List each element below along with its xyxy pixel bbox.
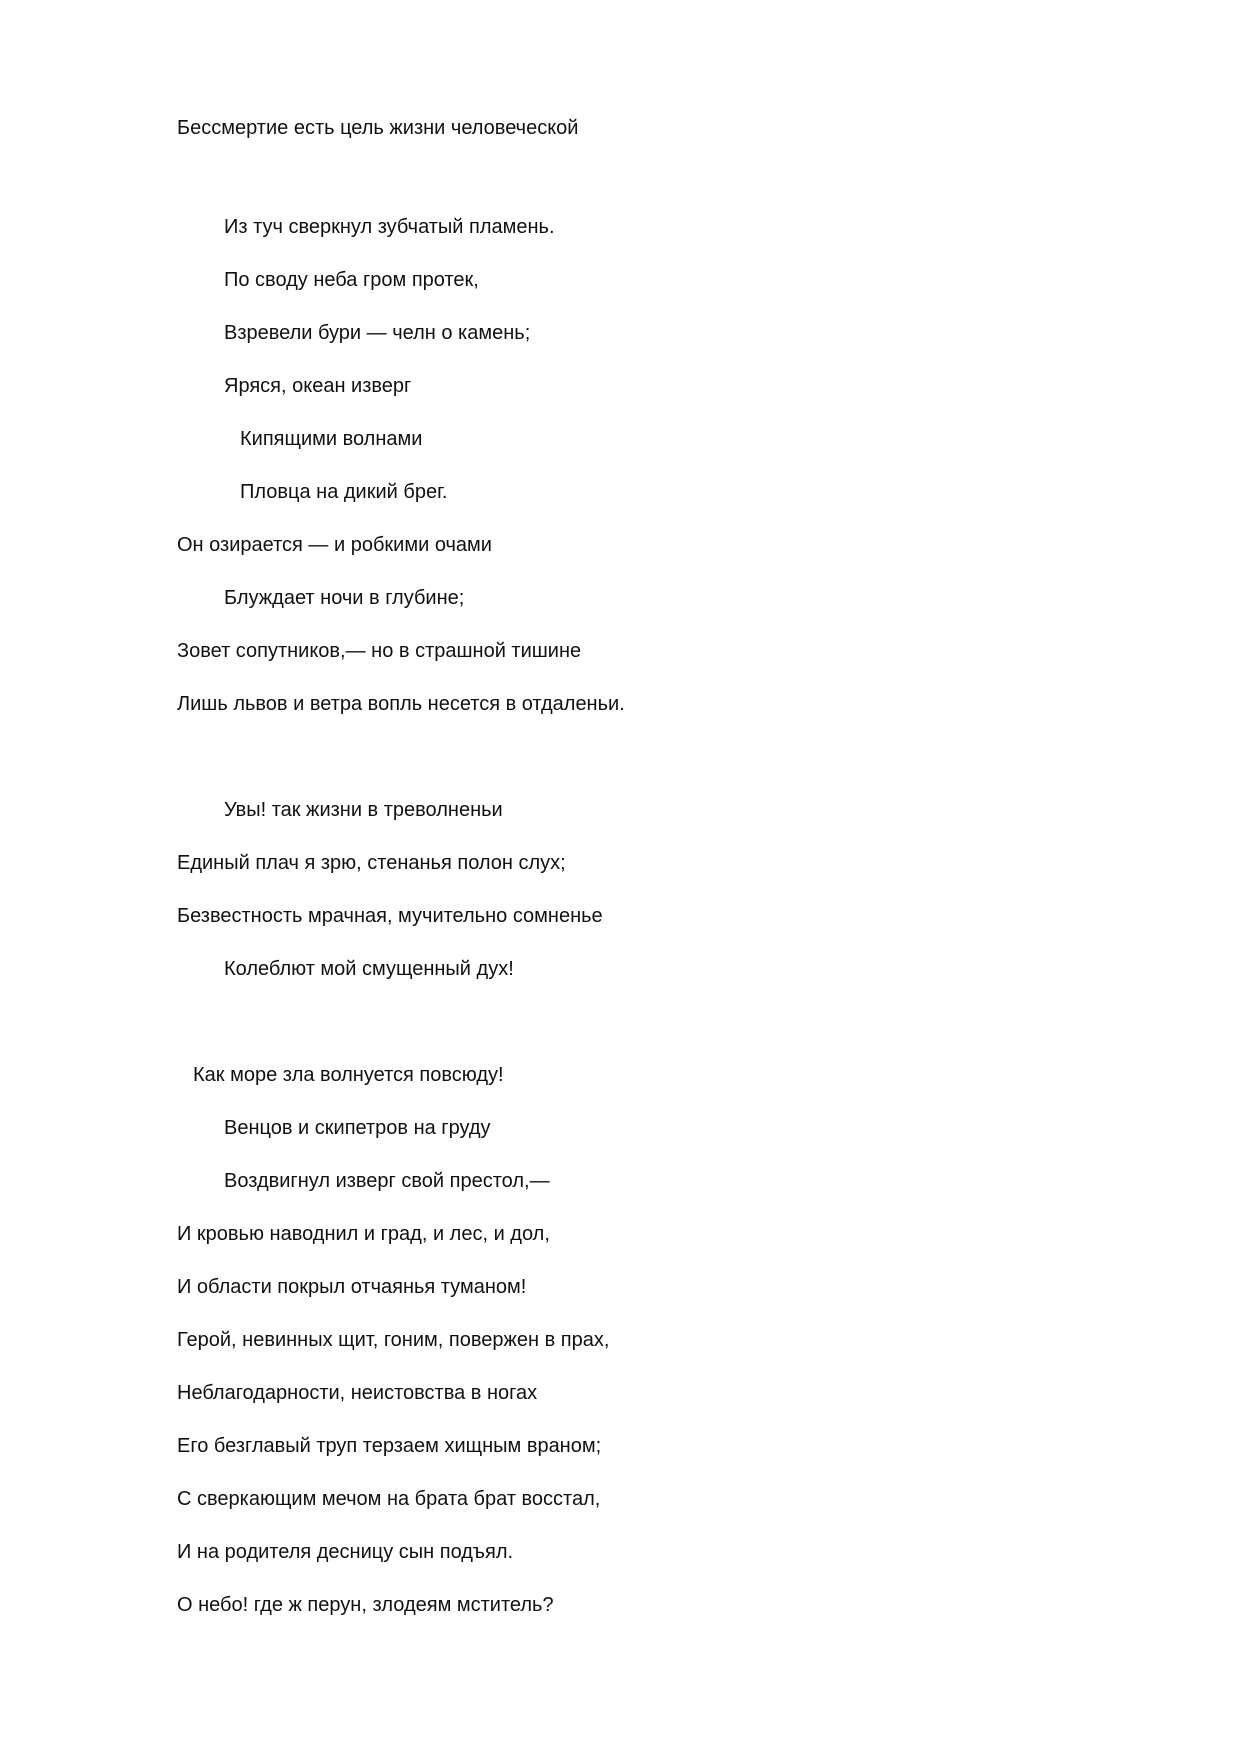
poem-line: Он озирается — и робкими очами — [177, 534, 492, 556]
poem-line: Безвестность мрачная, мучительно сомненье — [177, 905, 603, 927]
poem-line: По своду неба гром протек, — [224, 269, 479, 291]
poem-line: Пловца на дикий брег. — [240, 481, 448, 503]
poem-line: Из туч сверкнул зубчатый пламень. — [224, 216, 555, 238]
poem-line: Герой, невинных щит, гоним, повержен в прах, — [177, 1329, 610, 1351]
poem-line: Его безглавый труп терзаем хищным враном; — [177, 1435, 602, 1457]
poem-line: Яряся, океан изверг — [224, 375, 412, 397]
poem-line: Увы! так жизни в треволненьи — [224, 799, 503, 821]
poem-line: И области покрыл отчаянья туманом! — [177, 1276, 527, 1298]
poem-line: С сверкающим мечом на брата брат восстал, — [177, 1488, 601, 1510]
poem-line: Неблагодарности, неистовства в ногах — [177, 1382, 538, 1404]
poem-line: Зовет сопутников,— но в страшной тишине — [177, 640, 582, 662]
poem-line: Единый плач я зрю, стенанья полон слух; — [177, 852, 566, 874]
poem-line: Венцов и скипетров на груду — [224, 1117, 491, 1139]
poem-title: Бессмертие есть цель жизни человеческой — [177, 117, 579, 139]
poem-line: Колеблют мой смущенный дух! — [224, 958, 514, 980]
poem-line: И кровью наводнил и град, и лес, и дол, — [177, 1223, 550, 1245]
poem-line: Взревели бури — челн о камень; — [224, 322, 531, 344]
poem-line: Кипящими волнами — [240, 428, 423, 450]
poem-line: Блуждает ночи в глубине; — [224, 587, 465, 609]
poem-line: Воздвигнул изверг свой престол,— — [224, 1170, 550, 1192]
poem-line: Как море зла волнуется повсюду! — [193, 1064, 504, 1086]
poem-line: Лишь львов и ветра вопль несется в отдаленьи. — [177, 693, 625, 715]
poem-line: И на родителя десницу сын подъял. — [177, 1541, 514, 1563]
poem-line: О небо! где ж перун, злодеям мститель? — [177, 1594, 554, 1616]
